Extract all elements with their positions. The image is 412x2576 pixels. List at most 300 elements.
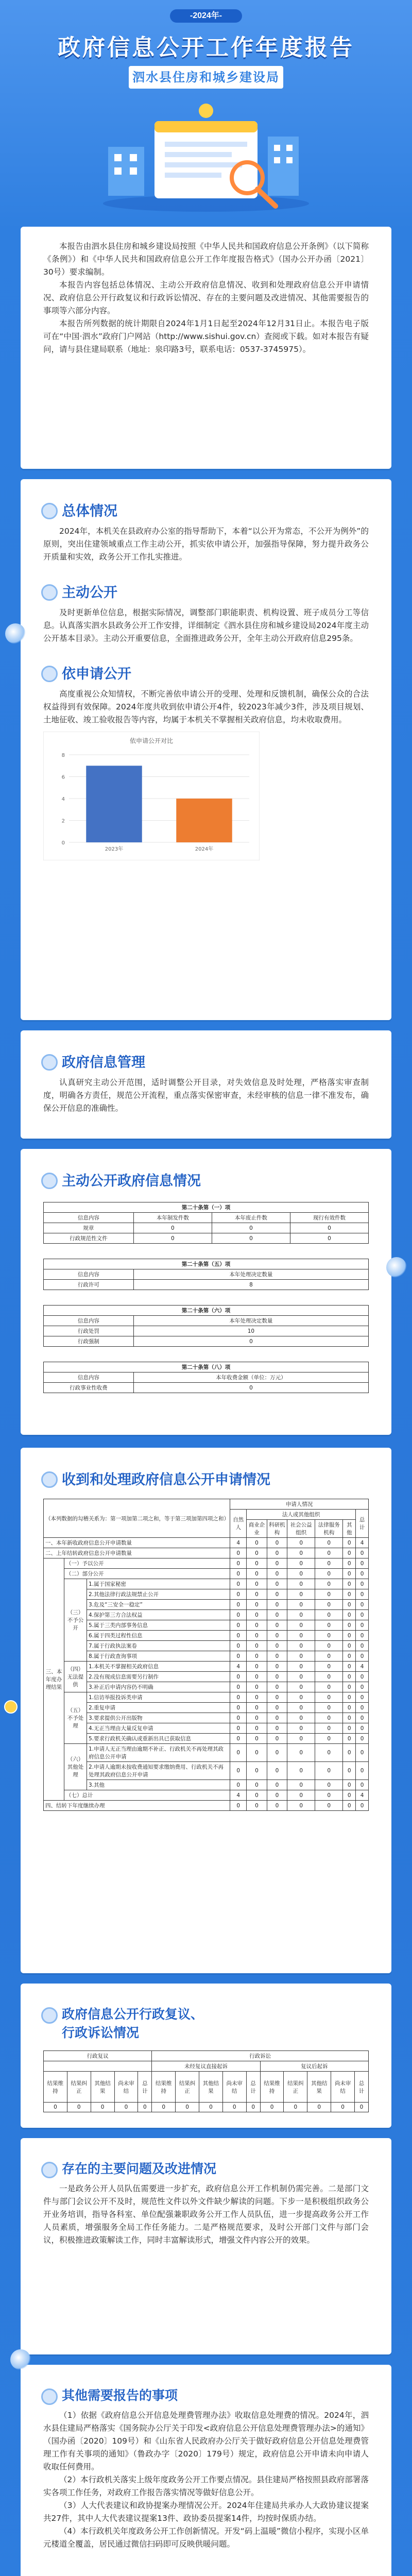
table-cell: 4 bbox=[356, 1662, 369, 1672]
table-cell: 0 bbox=[230, 1620, 247, 1631]
table-cell: 0 bbox=[356, 1801, 369, 1811]
table3-col-header: 总计 bbox=[138, 2072, 152, 2103]
table-cell: 0 bbox=[315, 1713, 343, 1723]
report-title: 政府信息公开工作年度报告 bbox=[58, 35, 354, 61]
table-cell: 0 bbox=[287, 1589, 315, 1600]
table2-row-label: 6.属于四类过程性信息 bbox=[87, 1631, 230, 1641]
problems-card bbox=[21, 2138, 391, 2354]
table-row bbox=[44, 1326, 369, 1336]
table-cell: 0 bbox=[267, 1620, 287, 1631]
table-cell: 0 bbox=[287, 1762, 315, 1780]
review-litigation-table bbox=[43, 2050, 369, 2112]
table-cell: 0 bbox=[247, 1662, 267, 1672]
table-cell: 0 bbox=[356, 1569, 369, 1579]
table2-row-label: 4.无正当理由大量反复申请 bbox=[87, 1723, 230, 1734]
table-cell: 0 bbox=[230, 1672, 247, 1682]
table-cell: 0 bbox=[315, 1672, 343, 1682]
table-row bbox=[44, 1790, 369, 1801]
decorative-dot bbox=[10, 2349, 31, 2370]
chart-bar bbox=[86, 766, 142, 842]
table-cell: 0 bbox=[247, 1672, 267, 1682]
table-cell: 0 bbox=[356, 1579, 369, 1589]
table1-section-4: 第二十条第（八）项 bbox=[44, 1362, 369, 1372]
table-row bbox=[44, 1641, 369, 1651]
table-cell: 0 bbox=[267, 1641, 287, 1651]
request-comparison-chart bbox=[43, 732, 260, 860]
table-cell: 0 bbox=[343, 1631, 356, 1641]
decorative-dot bbox=[386, 1257, 407, 1278]
table-cell: 0 bbox=[356, 1641, 369, 1651]
table-cell: 0 bbox=[343, 1790, 356, 1801]
table-cell: 0 bbox=[356, 1692, 369, 1703]
table-row bbox=[44, 1631, 369, 1641]
table-cell: 0 bbox=[315, 1558, 343, 1569]
table1-col-header: 本年处理决定数量 bbox=[133, 1316, 368, 1326]
table-cell: 0 bbox=[44, 2103, 67, 2112]
active-text: 及时更新单位信息，根据实际情况，调整部门职能职责、机构设置、班子成员分工等信息。认真落实泗水县政务公开工作安排，详细制定《泗水县住房和城乡建设局2024年度主动公开基本目录》。主动公开重要信息，全面推进政务公开，全年主动公开政府信息295条。 bbox=[43, 608, 369, 643]
table-row bbox=[44, 1280, 369, 1290]
table1-col-header: 信息内容 bbox=[44, 1372, 134, 1383]
table-row bbox=[44, 1538, 369, 1548]
table3-head-after: 复议后起诉 bbox=[260, 2061, 368, 2072]
table-cell: 0 bbox=[267, 1662, 287, 1672]
table3-title-line1: 政府信息公开行政复议、 bbox=[62, 2007, 204, 2022]
table-cell: 0 bbox=[343, 1548, 356, 1558]
table-cell: 0 bbox=[247, 1762, 267, 1780]
table-cell: 0 bbox=[267, 1631, 287, 1641]
table2-row-label: 2.其他法律行政法规禁止公开 bbox=[87, 1589, 230, 1600]
table-cell: 0 bbox=[287, 1558, 315, 1569]
table2-row-label: 3.要求提供公开出版物 bbox=[87, 1713, 230, 1723]
table-cell: 0 bbox=[247, 1589, 267, 1600]
table-cell: 0 bbox=[287, 1703, 315, 1713]
table-cell: 0 bbox=[315, 1589, 343, 1600]
table-cell: 0 bbox=[287, 1610, 315, 1620]
table-cell: 0 bbox=[267, 1579, 287, 1589]
table2-row-label: 1.申请人无正当理由逾期不补正、行政机关不再处理其政府信息公开申请 bbox=[87, 1744, 230, 1762]
table-cell: 0 bbox=[267, 1734, 287, 1744]
table3-col-header: 其他结果 bbox=[307, 2072, 331, 2103]
department-name: 泗水县住房和城乡建设局 bbox=[129, 66, 283, 89]
table-cell: 0 bbox=[315, 1703, 343, 1713]
chart-x-tick-label: 2023年 bbox=[105, 846, 124, 852]
table2-row-label: 1.本机关不掌握相关政府信息 bbox=[87, 1662, 230, 1672]
table2-subgroup: （五）不予处理 bbox=[64, 1692, 87, 1744]
table-cell: 0 bbox=[315, 1569, 343, 1579]
table2-row-label: 4.保护第三方合法权益 bbox=[87, 1610, 230, 1620]
table3-col-header: 结果维持 bbox=[260, 2072, 284, 2103]
table-cell: 0 bbox=[247, 1692, 267, 1703]
table-cell: 0 bbox=[343, 1744, 356, 1762]
table2-row-label: 2.没有现成信息需要另行制作 bbox=[87, 1672, 230, 1682]
table-row bbox=[44, 1548, 369, 1558]
section-title-request: 依申请公开 bbox=[41, 655, 369, 688]
table-cell: 0 bbox=[267, 1762, 287, 1780]
table3-col-header: 结果纠正 bbox=[284, 2072, 307, 2103]
table-cell: 0 bbox=[356, 1651, 369, 1662]
table-cell: 0 bbox=[267, 1682, 287, 1692]
table-cell: 0 bbox=[343, 1641, 356, 1651]
table-cell: 0 bbox=[247, 1610, 267, 1620]
table-cell: 0 bbox=[267, 1723, 287, 1734]
table-cell: 0 bbox=[356, 1762, 369, 1780]
table-row bbox=[44, 1692, 369, 1703]
table-row bbox=[44, 1600, 369, 1610]
table-cell: 0 bbox=[343, 1713, 356, 1723]
table-cell: 行政规范性文件 bbox=[44, 1233, 134, 1244]
table-cell: 0 bbox=[315, 1762, 343, 1780]
table2-subgroup: （六）其他处理 bbox=[64, 1744, 87, 1790]
table1-col-header: 本年废止件数 bbox=[212, 1213, 290, 1223]
overall-text: 2024年，本机关在县政府办公室的指导帮助下，本着“以公开为常态，不公开为例外”的原则，突出住建领域重点工作主动公开，抓实依申请公开，加强指导保障，努力提升政务公开质量和实效，政务公开工作扎实推进。 bbox=[43, 527, 369, 562]
table-cell: 0 bbox=[343, 1610, 356, 1620]
table-row bbox=[44, 1579, 369, 1589]
table-cell: 0 bbox=[230, 1631, 247, 1641]
section-title-problems: 存在的主要问题及改进情况 bbox=[41, 2151, 369, 2182]
table-cell: 0 bbox=[315, 1610, 343, 1620]
table2-row-label: 7.属于行政执法案卷 bbox=[87, 1641, 230, 1651]
table-row bbox=[44, 1383, 369, 1393]
table3-col-header: 总计 bbox=[246, 2072, 260, 2103]
table-cell: 0 bbox=[267, 1692, 287, 1703]
table-cell: 0 bbox=[230, 1569, 247, 1579]
table-cell: 0 bbox=[176, 2103, 199, 2112]
table-cell: 0 bbox=[287, 1569, 315, 1579]
active-disclosure-card bbox=[21, 1149, 391, 1435]
table-cell: 0 bbox=[267, 1780, 287, 1790]
table-cell: 0 bbox=[267, 1589, 287, 1600]
section-title-table1: 主动公开政府信息情况 bbox=[41, 1162, 369, 1195]
table1-section-3: 第二十条第（六）项 bbox=[44, 1306, 369, 1316]
table3-col-header: 总计 bbox=[355, 2072, 369, 2103]
table-cell: 0 bbox=[267, 1548, 287, 1558]
table-cell: 0 bbox=[343, 1651, 356, 1662]
table-cell: 0 bbox=[356, 1713, 369, 1723]
table-cell: 0 bbox=[247, 1713, 267, 1723]
table1-section-1: 第二十条第（一）项 bbox=[44, 1202, 369, 1213]
table-cell: 0 bbox=[247, 1548, 267, 1558]
table-cell: 0 bbox=[343, 1569, 356, 1579]
table-cell: 0 bbox=[315, 1620, 343, 1631]
table-cell: 0 bbox=[356, 1558, 369, 1569]
overview-card bbox=[21, 479, 391, 1020]
table-cell: 0 bbox=[267, 1713, 287, 1723]
table-cell: 0 bbox=[230, 1780, 247, 1790]
table-cell: 0 bbox=[222, 2103, 246, 2112]
table-row bbox=[44, 1703, 369, 1713]
table-cell: 0 bbox=[247, 1600, 267, 1610]
table-cell: 0 bbox=[230, 1713, 247, 1723]
table-cell: 0 bbox=[287, 1620, 315, 1631]
chart-x-tick-label: 2024年 bbox=[195, 846, 214, 852]
table-cell: 0 bbox=[356, 1672, 369, 1682]
table2-row-label: 8.属于行政查询事项 bbox=[87, 1651, 230, 1662]
table-cell: 0 bbox=[307, 2103, 331, 2112]
hero-illustration bbox=[77, 100, 335, 214]
table-cell: 0 bbox=[287, 1780, 315, 1790]
table-cell: 0 bbox=[246, 2103, 260, 2112]
table2-row-label: 2.申请人逾期未按收费通知要求缴纳费用、行政机关不再处理其政府信息公开申请 bbox=[87, 1762, 230, 1780]
table-cell: 0 bbox=[343, 1662, 356, 1672]
table-cell: 0 bbox=[315, 1579, 343, 1589]
table-cell: 0 bbox=[356, 1703, 369, 1713]
table-cell: 0 bbox=[267, 1672, 287, 1682]
table-row bbox=[44, 1569, 369, 1579]
table-cell: 0 bbox=[315, 1651, 343, 1662]
table3-col-header: 结果维持 bbox=[152, 2072, 176, 2103]
table-cell: 10 bbox=[133, 1326, 368, 1336]
table-cell: 0 bbox=[247, 1631, 267, 1641]
year-badge: -2024年- bbox=[170, 9, 242, 23]
chart-y-tick-label: 4 bbox=[61, 796, 65, 802]
table-spacer bbox=[44, 1347, 369, 1362]
table3-spacer bbox=[44, 2061, 152, 2072]
table-cell: 0 bbox=[356, 1631, 369, 1641]
table-cell: 0 bbox=[315, 1682, 343, 1692]
table-cell: 0 bbox=[267, 1610, 287, 1620]
table2-row-label: （一）予以公开 bbox=[64, 1558, 230, 1569]
table3-col-header: 其他结果 bbox=[199, 2072, 223, 2103]
table-cell: 0 bbox=[356, 1589, 369, 1600]
management-card bbox=[21, 1030, 391, 1139]
table2-col-legal: 法人或其他组织 bbox=[247, 1510, 356, 1520]
table2-head-top: 申请人情况 bbox=[230, 1499, 369, 1510]
table-cell: 0 bbox=[247, 1682, 267, 1692]
table-cell: 0 bbox=[343, 1589, 356, 1600]
other-paragraph-4: （4）本行政机关年度政务公开工作创新情况。开发“码上温暖”微信小程序，实现小区单元楼道全覆盖，居民通过微信扫码即可反映供暖问题。 bbox=[43, 2527, 369, 2549]
request-text: 高度重视公众知情权，不断完善依申请公开的受理、处理和反馈机制，确保公众的合法权益得到有效保障。2024年度共收到依申请公开4件，较2023年减少3件，涉及项目规划、土地征收、竣工验收报告等内容，均属于本机关不掌握相关政府信息，均未收取费用。 bbox=[43, 689, 369, 724]
table3-col-header: 尚未审结 bbox=[331, 2072, 355, 2103]
table-cell: 0 bbox=[267, 1801, 287, 1811]
table-cell: 0 bbox=[230, 1762, 247, 1780]
table-cell: 0 bbox=[290, 1233, 368, 1244]
table-cell: 0 bbox=[230, 1579, 247, 1589]
table-cell: 4 bbox=[230, 1538, 247, 1548]
table-cell: 0 bbox=[230, 1734, 247, 1744]
table2-subcol: 其他 bbox=[343, 1520, 356, 1538]
table-cell: 0 bbox=[287, 1651, 315, 1662]
table2-row-label: 2.重复申请 bbox=[87, 1703, 230, 1713]
table-cell: 0 bbox=[230, 1801, 247, 1811]
table2-subgroup: （四）无法提供 bbox=[64, 1662, 87, 1692]
review-card bbox=[21, 1984, 391, 2128]
table-cell: 0 bbox=[315, 1790, 343, 1801]
table-cell: 0 bbox=[230, 1641, 247, 1651]
table-cell: 0 bbox=[315, 1723, 343, 1734]
table-cell: 0 bbox=[230, 1600, 247, 1610]
table-cell: 0 bbox=[287, 1692, 315, 1703]
table-cell: 4 bbox=[356, 1790, 369, 1801]
table-row bbox=[44, 1723, 369, 1734]
table3-head-suit: 行政诉讼 bbox=[152, 2051, 369, 2061]
table-cell: 0 bbox=[67, 2103, 91, 2112]
table2-col-person: 自然人 bbox=[230, 1510, 247, 1538]
table2-subcol: 科研机构 bbox=[267, 1520, 287, 1538]
table-cell: 0 bbox=[287, 1744, 315, 1762]
chart-y-tick-label: 8 bbox=[61, 753, 65, 758]
table-cell: 0 bbox=[133, 1336, 368, 1347]
table-cell: 0 bbox=[247, 1569, 267, 1579]
table2-head-left: （本列数据的勾稽关系为：第一项加第二项之和，等于第三项加第四项之和） bbox=[44, 1499, 230, 1538]
table1-col-header: 信息内容 bbox=[44, 1316, 134, 1326]
table-cell: 0 bbox=[287, 1548, 315, 1558]
table-cell: 0 bbox=[247, 1620, 267, 1631]
table3-col-header: 结果维持 bbox=[44, 2072, 67, 2103]
table-row bbox=[44, 1780, 369, 1790]
table-cell: 0 bbox=[230, 1703, 247, 1713]
report-header bbox=[0, 0, 412, 222]
decorative-dot bbox=[4, 1700, 18, 1714]
table3-col-header: 尚未审结 bbox=[114, 2072, 138, 2103]
table2-row-label: 四、结转下年度继续办理 bbox=[44, 1801, 230, 1811]
table3-col-header: 结果纠正 bbox=[176, 2072, 199, 2103]
intro-card bbox=[21, 227, 391, 469]
table-cell: 0 bbox=[133, 1223, 212, 1233]
chart-y-tick-label: 6 bbox=[61, 774, 65, 781]
table-row bbox=[44, 1682, 369, 1692]
table-cell: 0 bbox=[247, 1734, 267, 1744]
table2-row-label: 二、上年结转政府信息公开申请数量 bbox=[44, 1548, 230, 1558]
table-cell: 0 bbox=[230, 1548, 247, 1558]
table-row bbox=[44, 1734, 369, 1744]
table-row bbox=[44, 1223, 369, 1233]
table-cell: 0 bbox=[247, 1801, 267, 1811]
requests-card bbox=[21, 1448, 391, 1973]
table-cell: 0 bbox=[343, 1672, 356, 1682]
table3-head-review: 行政复议 bbox=[44, 2051, 152, 2061]
table-cell: 0 bbox=[287, 1790, 315, 1801]
table-cell: 0 bbox=[267, 1790, 287, 1801]
table-cell: 0 bbox=[267, 1600, 287, 1610]
section-title-active: 主动公开 bbox=[41, 574, 369, 606]
other-paragraph-1: （1）依据《政府信息公开信息处理费管理办法》收取信息处理费的情况。2024年，泗水县住建局严格落实《国务院办公厅关于印发<政府信息公开信息处理费管理办法>的通知》（国办函〔2020〕109号）和《山东省人民政府办公厅关于做好政府信息公开信息处理费管理工作有关事项的通知》（鲁政办字〔2020〕179号）规定，政府信息公开申请未向申请人收取任何费用。 bbox=[43, 2411, 369, 2471]
table-cell: 0 bbox=[267, 1651, 287, 1662]
table-row bbox=[44, 1233, 369, 1244]
table-cell: 0 bbox=[284, 2103, 307, 2112]
table-cell: 0 bbox=[287, 1682, 315, 1692]
table-row bbox=[44, 1620, 369, 1631]
table-cell: 0 bbox=[287, 1723, 315, 1734]
decorative-dot bbox=[5, 623, 26, 644]
table-cell: 0 bbox=[230, 1682, 247, 1692]
table-cell: 0 bbox=[287, 1579, 315, 1589]
table-cell: 0 bbox=[343, 1762, 356, 1780]
table-cell: 0 bbox=[152, 2103, 176, 2112]
table2-row-label: 1.属于国家秘密 bbox=[87, 1579, 230, 1589]
table-cell: 0 bbox=[91, 2103, 114, 2112]
table-row bbox=[44, 1762, 369, 1780]
table-row bbox=[44, 1589, 369, 1600]
table-cell: 0 bbox=[290, 1223, 368, 1233]
table-cell: 0 bbox=[343, 1723, 356, 1734]
table3-col-header: 尚未审结 bbox=[222, 2072, 246, 2103]
table3-head-direct: 未经复议直接起诉 bbox=[152, 2061, 260, 2072]
table-cell: 0 bbox=[230, 1692, 247, 1703]
table-cell: 0 bbox=[138, 2103, 152, 2112]
table1-section-2: 第二十条第（五）项 bbox=[44, 1259, 369, 1269]
table-cell: 规章 bbox=[44, 1223, 134, 1233]
table-cell: 0 bbox=[230, 1610, 247, 1620]
table-cell: 0 bbox=[356, 1682, 369, 1692]
table2-subgroup: （三）不予公开 bbox=[64, 1579, 87, 1662]
table-cell: 0 bbox=[343, 1682, 356, 1692]
table-cell: 0 bbox=[343, 1703, 356, 1713]
table2-subcol: 法律服务机构 bbox=[315, 1520, 343, 1538]
intro-paragraph-3: 本报告所列数据的统计期限自2024年1月1日起至2024年12月31日止。本报告电子版可在“中国·泗水”政府门户网站（http://www.sishui.gov.cn）查阅或下载。如对本报告有疑问，请与县住建局联系（地址：泉印路3号，联系电话：0537-3745975）。 bbox=[43, 319, 369, 354]
table1-col-header: 信息内容 bbox=[44, 1269, 134, 1280]
table-cell: 0 bbox=[343, 1600, 356, 1610]
table-cell: 0 bbox=[287, 1631, 315, 1641]
section-title-table3 bbox=[41, 1997, 369, 2046]
table-cell: 0 bbox=[356, 1610, 369, 1620]
other-paragraph-2: （2）本行政机关落实上级年度政务公开工作要点情况。县住建局严格按照县政府部署落实各项工作任务，对政府工作报告落实情况等做好信息公开。 bbox=[43, 2475, 369, 2497]
table-row bbox=[44, 1672, 369, 1682]
table-cell: 0 bbox=[315, 1662, 343, 1672]
table-cell: 0 bbox=[287, 1662, 315, 1672]
table-cell: 0 bbox=[356, 1600, 369, 1610]
table-cell: 0 bbox=[287, 1672, 315, 1682]
table-cell: 0 bbox=[230, 1651, 247, 1662]
table-cell: 0 bbox=[133, 1383, 368, 1393]
table-cell: 4 bbox=[356, 1538, 369, 1548]
table-cell: 行政处罚 bbox=[44, 1326, 134, 1336]
table-row bbox=[44, 1713, 369, 1723]
table-cell: 0 bbox=[247, 1790, 267, 1801]
table-spacer bbox=[44, 1244, 369, 1259]
table-cell: 0 bbox=[287, 1713, 315, 1723]
table1-col-header: 信息内容 bbox=[44, 1213, 134, 1223]
table3-col-headers bbox=[44, 2072, 369, 2103]
table-cell: 0 bbox=[315, 1641, 343, 1651]
table-cell: 0 bbox=[260, 2103, 284, 2112]
table-cell: 0 bbox=[343, 1734, 356, 1744]
table2-row-label: 5.要求行政机关确认或重新出具已获取信息 bbox=[87, 1734, 230, 1744]
table-cell: 0 bbox=[315, 1692, 343, 1703]
problems-text: 一是政务公开人员队伍需要进一步扩充，政府信息公开工作机制仍需完善。二是部门文件与部门会议公开不及时，规范性文件以外文件缺少解读的问题。下步一是积极组织政务公开业务培训，指导各科室、单位配强兼职政务公开工作人员队伍，进一步提高政务公开工作人员素质，增强服务全局工作任务能力。二是严格规范要求，及时公开部门文件与部门会议，积极推进政策解读工作，同时丰富解读形式，增强文件内容公开的效果。 bbox=[43, 2184, 369, 2245]
table-cell: 0 bbox=[267, 1703, 287, 1713]
table1-col-header: 本年收费金额（单位：万元） bbox=[133, 1372, 368, 1383]
table-cell: 0 bbox=[267, 1538, 287, 1548]
table-cell: 0 bbox=[247, 1723, 267, 1734]
table-cell: 0 bbox=[247, 1651, 267, 1662]
table-cell: 0 bbox=[315, 1801, 343, 1811]
table-cell: 0 bbox=[230, 1589, 247, 1600]
table2-subcol: 社会公益组织 bbox=[287, 1520, 315, 1538]
table-cell: 0 bbox=[287, 1538, 315, 1548]
other-paragraph-3: （3）人大代表建议和政协提案办理情况公开。2024年住建局共承办人大政协建议提案共27件，其中人大代表建议提案13件、政协委员提案14件，均按时保质办结。 bbox=[43, 2501, 369, 2523]
table-cell: 0 bbox=[267, 1569, 287, 1579]
table-cell: 0 bbox=[356, 1780, 369, 1790]
table-cell: 4 bbox=[230, 1662, 247, 1672]
table-cell: 0 bbox=[247, 1780, 267, 1790]
table-cell: 0 bbox=[315, 1538, 343, 1548]
table-cell: 0 bbox=[315, 1600, 343, 1610]
table-cell: 0 bbox=[315, 1780, 343, 1790]
table-cell: 0 bbox=[267, 1558, 287, 1569]
table3-col-header: 结果纠正 bbox=[67, 2072, 91, 2103]
table-cell: 0 bbox=[355, 2103, 369, 2112]
section-title-overall: 总体情况 bbox=[41, 493, 369, 525]
table-cell: 行政事业性收费 bbox=[44, 1383, 134, 1393]
table2-row-label: 3.其他 bbox=[87, 1780, 230, 1790]
table-cell: 0 bbox=[356, 1548, 369, 1558]
table-cell: 4 bbox=[230, 1790, 247, 1801]
table-cell: 0 bbox=[212, 1233, 290, 1244]
table-cell: 0 bbox=[247, 1641, 267, 1651]
table-cell: 0 bbox=[287, 1641, 315, 1651]
chart-y-tick-label: 2 bbox=[61, 818, 65, 824]
table-cell: 0 bbox=[343, 1692, 356, 1703]
